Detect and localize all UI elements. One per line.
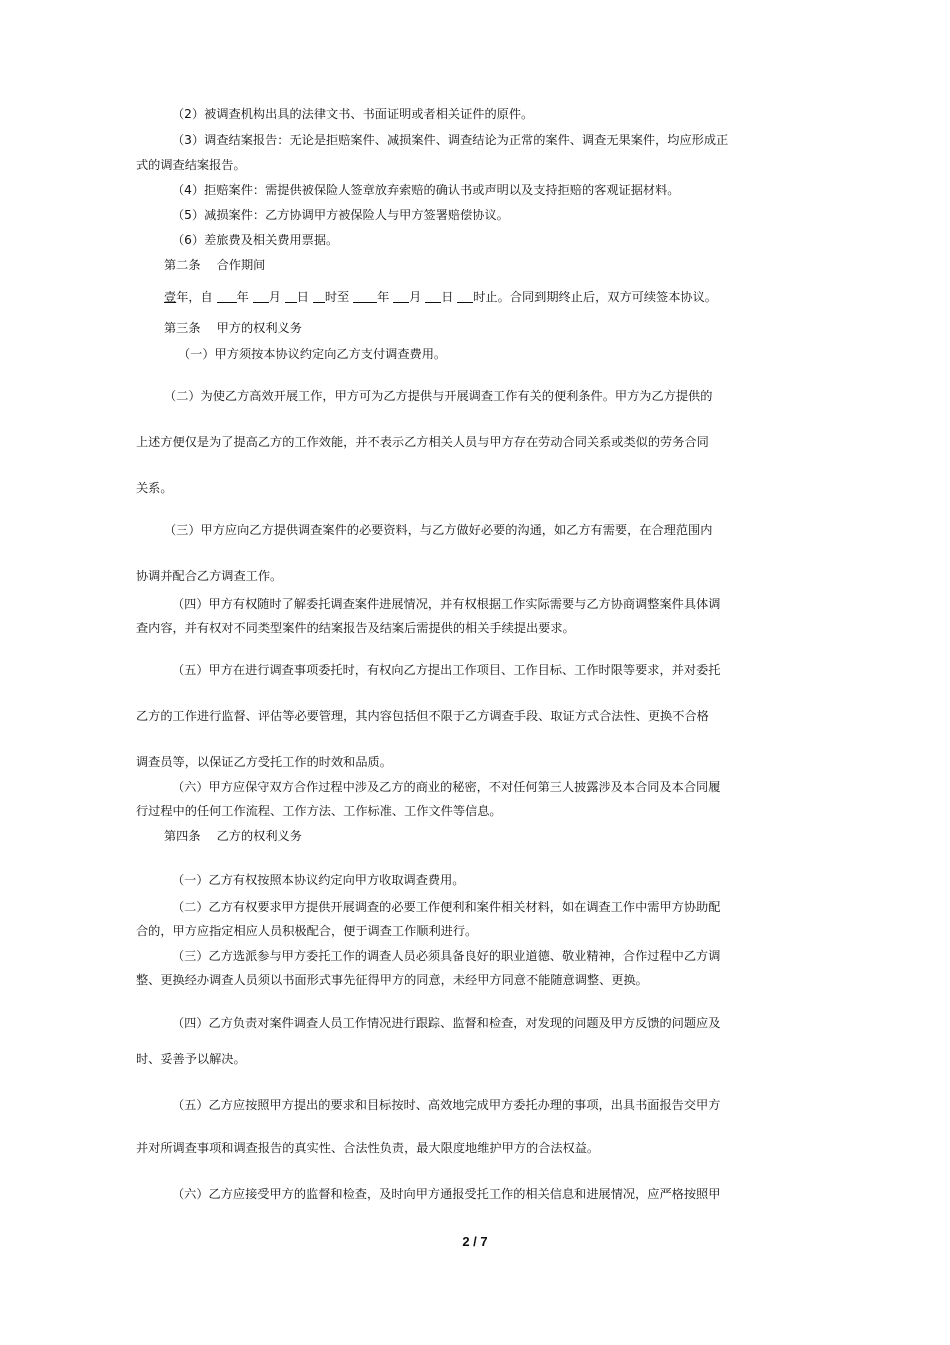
art3-item-6: （六）甲方应保守双方合作过程中涉及乙方的商业的秘密，不对任何第三人披露涉及本合同及本合同履 bbox=[172, 780, 721, 794]
item-4-rejected-claims: （4）拒赔案件：需提供被保险人签章放弃索赔的确认书或声明以及支持拒赔的客观证据材料。 bbox=[172, 183, 680, 197]
label-day: 日 bbox=[296, 290, 309, 304]
label-end-day: 日 bbox=[441, 290, 454, 304]
blank-end-year[interactable] bbox=[353, 290, 377, 303]
page-number: 2 / 7 bbox=[462, 1234, 488, 1249]
label-end-text: 时止。合同到期终止后，双方可续签本协议。 bbox=[473, 290, 717, 304]
item-3-closing-report: （3）调查结案报告：无论是拒赔案件、减损案件、调查结论为正常的案件、调查无果案件，均应形成正 bbox=[172, 133, 729, 147]
label-until: 时至 bbox=[324, 290, 350, 304]
art4-item-2: （二）乙方有权要求甲方提供开展调查的必要工作便利和案件相关材料，如在调查工作中需甲方协助配 bbox=[172, 900, 721, 914]
item-2-legal-documents: （2）被调查机构出具的法律文书、书面证明或者相关证件的原件。 bbox=[172, 107, 534, 121]
art3-item-4-cont: 查内容，并有权对不同类型案件的结案报告及结案后需提供的相关手续提出要求。 bbox=[136, 621, 575, 635]
blank-end-month[interactable] bbox=[393, 290, 409, 303]
period-from: 年，自 bbox=[176, 290, 213, 304]
art4-item-6: （六）乙方应接受甲方的监督和检查，及时向甲方通报受托工作的相关信息和进展情况，应严格按照甲 bbox=[172, 1187, 721, 1201]
art3-item-5-cont1: 乙方的工作进行监督、评估等必要管理，其内容包括但不限于乙方调查手段、取证方式合法性、更换不合格 bbox=[136, 709, 709, 723]
blank-end-day[interactable] bbox=[425, 290, 441, 303]
art3-item-3: （三）甲方应向乙方提供调查案件的必要资料，与乙方做好必要的沟通，如乙方有需要，在合理范围内 bbox=[164, 523, 713, 537]
label-end-month: 月 bbox=[409, 290, 422, 304]
art3-item-2: （二）为使乙方高效开展工作，甲方可为乙方提供与开展调查工作有关的便利条件。甲方为乙方提供的 bbox=[164, 389, 713, 403]
item-6-travel-expenses: （6）差旅费及相关费用票据。 bbox=[172, 233, 339, 247]
blank-end-hour[interactable] bbox=[457, 290, 473, 303]
article-3-heading: 第三条 甲方的权利义务 bbox=[164, 321, 302, 335]
article-2-heading: 第二条 合作期间 bbox=[164, 258, 266, 272]
article-4-heading: 第四条 乙方的权利义务 bbox=[164, 829, 302, 843]
label-month: 月 bbox=[268, 290, 281, 304]
art3-item-5-cont2: 调查员等，以保证乙方受托工作的时效和品质。 bbox=[136, 755, 392, 769]
item-5-loss-reduction: （5）减损案件：乙方协调甲方被保险人与甲方签署赔偿协议。 bbox=[172, 208, 509, 222]
art3-item-6-cont: 行过程中的任何工作流程、工作方法、工作标准、工作文件等信息。 bbox=[136, 804, 502, 818]
blank-start-day[interactable] bbox=[285, 290, 297, 303]
art3-item-4: （四）甲方有权随时了解委托调查案件进展情况，并有权根据工作实际需要与乙方协商调整案件具体调 bbox=[172, 597, 721, 611]
art3-item-5: （五）甲方在进行调查事项委托时，有权向乙方提出工作项目、工作目标、工作时限等要求，并对委托 bbox=[172, 663, 721, 677]
art3-item-1: （一）甲方须按本协议约定向乙方支付调查费用。 bbox=[178, 347, 447, 361]
art4-item-1: （一）乙方有权按照本协议约定向甲方收取调查费用。 bbox=[172, 873, 465, 887]
art3-item-3-cont: 协调并配合乙方调查工作。 bbox=[136, 569, 283, 583]
art4-item-4: （四）乙方负责对案件调查人员工作情况进行跟踪、监督和检查，对发现的问题及甲方反馈的问题应及 bbox=[172, 1016, 721, 1030]
art4-item-2-cont: 合的，甲方应指定相应人员积极配合，便于调查工作顺利进行。 bbox=[136, 924, 478, 938]
label-year: 年 bbox=[236, 290, 249, 304]
blank-start-hour[interactable] bbox=[313, 290, 325, 303]
item-3-closing-report-cont: 式的调查结案报告。 bbox=[136, 158, 246, 172]
art4-item-5: （五）乙方应按照甲方提出的要求和目标按时、高效地完成甲方委托办理的事项，出具书面报告交甲方 bbox=[172, 1098, 721, 1112]
art3-item-2-cont1: 上述方便仅是为了提高乙方的工作效能，并不表示乙方相关人员与甲方存在劳动合同关系或类似的劳务合同 bbox=[136, 435, 709, 449]
art4-item-3: （三）乙方选派参与甲方委托工作的调查人员必须具备良好的职业道德、敬业精神，合作过程中乙方调 bbox=[172, 949, 721, 963]
art4-item-3-cont: 整、更换经办调查人员须以书面形式事先征得甲方的同意，未经甲方同意不能随意调整、更换。 bbox=[136, 973, 648, 987]
label-end-year: 年 bbox=[377, 290, 390, 304]
term-years: 壹 bbox=[164, 290, 177, 304]
cooperation-period-line bbox=[164, 289, 717, 305]
art3-item-2-cont2: 关系。 bbox=[136, 481, 173, 495]
blank-start-month[interactable] bbox=[253, 290, 269, 303]
art4-item-5-cont: 并对所调查事项和调查报告的真实性、合法性负责，最大限度地维护甲方的合法权益。 bbox=[136, 1141, 600, 1155]
art4-item-4-cont: 时、妥善予以解决。 bbox=[136, 1052, 246, 1066]
blank-start-year[interactable] bbox=[217, 290, 237, 303]
